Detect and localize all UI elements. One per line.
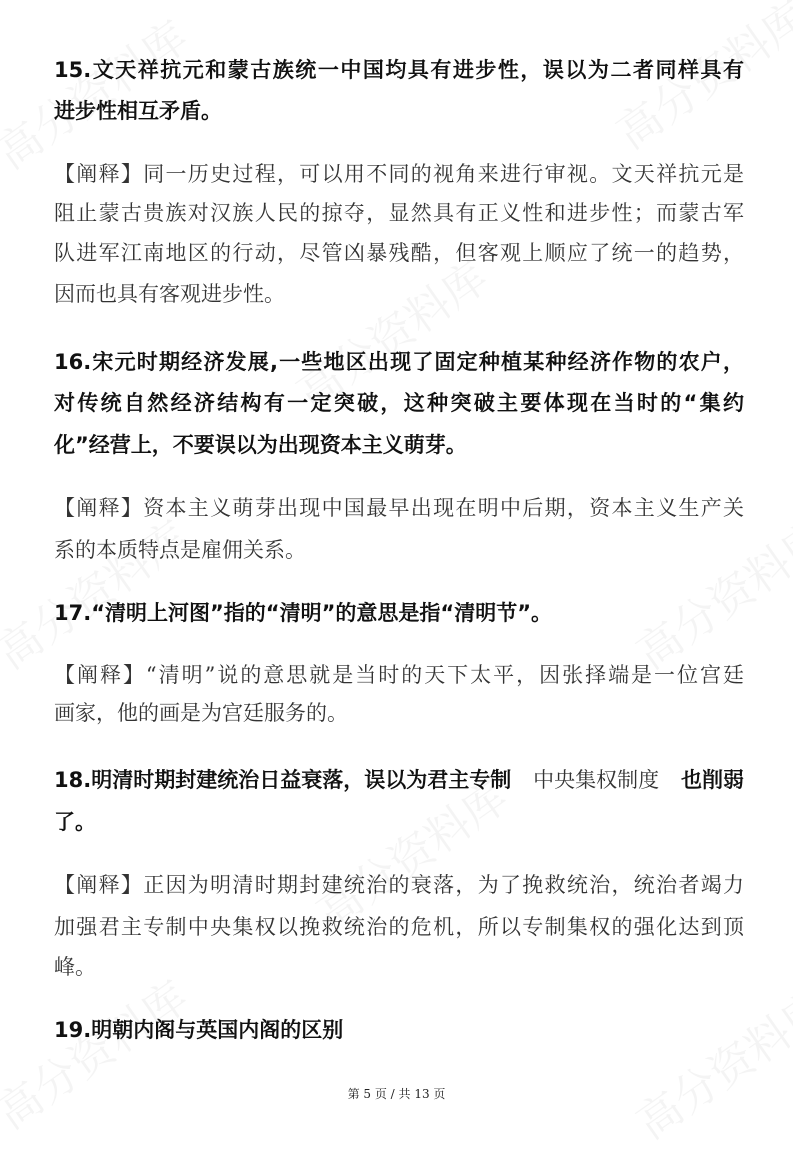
item-16-title-line: 对传统自然经济结构有一定突破，这种突破主要体现在当时的“集约 [54,391,744,415]
page-footer: 第 5 页 / 共 13 页 [347,1087,446,1101]
watermark [0,503,198,682]
watermark [622,973,793,1151]
item-18-title-segment: 也削弱 [680,768,744,792]
item-15-explain-line: 因而也具有客观进步性。 [54,282,285,306]
item-17-title-line: 17.“清明上河图”指的“清明”的意思是指“清明节”。 [54,601,553,625]
item-19-title-line: 19.明朝内阁与英国内阁的区别 [54,1018,344,1042]
watermark [0,963,198,1142]
item-17-explain-line: 画家，他的画是为宫廷服务的。 [54,701,348,725]
watermark [622,503,793,682]
item-18-explain-line: 【阐释】正因为明清时期封建统治的衰落，为了挽救统治，统治者竭力 [54,873,744,897]
item-18-title-segment-normal: 中央集权制度 [533,768,660,792]
item-16-title-line: 16.宋元时期经济发展,一些地区出现了固定种植某种经济作物的农户， [54,350,744,374]
item-15-explain-line: 队进军江南地区的行动，尽管凶暴残酷，但客观上顺应了统一的趋势， [54,241,744,265]
item-15-title-line: 15.文天祥抗元和蒙古族统一中国均具有进步性，误以为二者同样具有 [54,58,744,82]
watermark [0,3,198,182]
item-18-title-segment: 18.明清时期封建统治日益衰落，误以为君主专制 [54,768,512,792]
item-15-explain-line: 【阐释】同一历史过程，可以用不同的视角来进行审视。文天祥抗元是 [54,162,744,186]
item-18-title-line: 了。 [54,810,96,834]
item-15-title-line: 进步性相互矛盾。 [54,99,222,123]
item-16-title-line: 化”经营上，不要误以为出现资本主义萌芽。 [54,433,467,457]
item-16-explain-line: 【阐释】资本主义萌芽出现中国最早出现在明中后期，资本主义生产关 [54,496,744,520]
item-15-explain-line: 阻止蒙古贵族对汉族人民的掠夺，显然具有正义性和进步性；而蒙古军 [54,201,744,225]
item-17-explain-line: 【阐释】“清明”说的意思就是当时的天下太平，因张择端是一位宫廷 [54,663,744,687]
item-16-explain-line: 系的本质特点是雇佣关系。 [54,538,306,562]
item-18-title-line [54,766,744,794]
item-18-explain-line: 加强君主专制中央集权以挽救统治的危机，所以专制集权的强化达到顶 [54,915,744,939]
item-18-explain-line: 峰。 [54,955,96,979]
